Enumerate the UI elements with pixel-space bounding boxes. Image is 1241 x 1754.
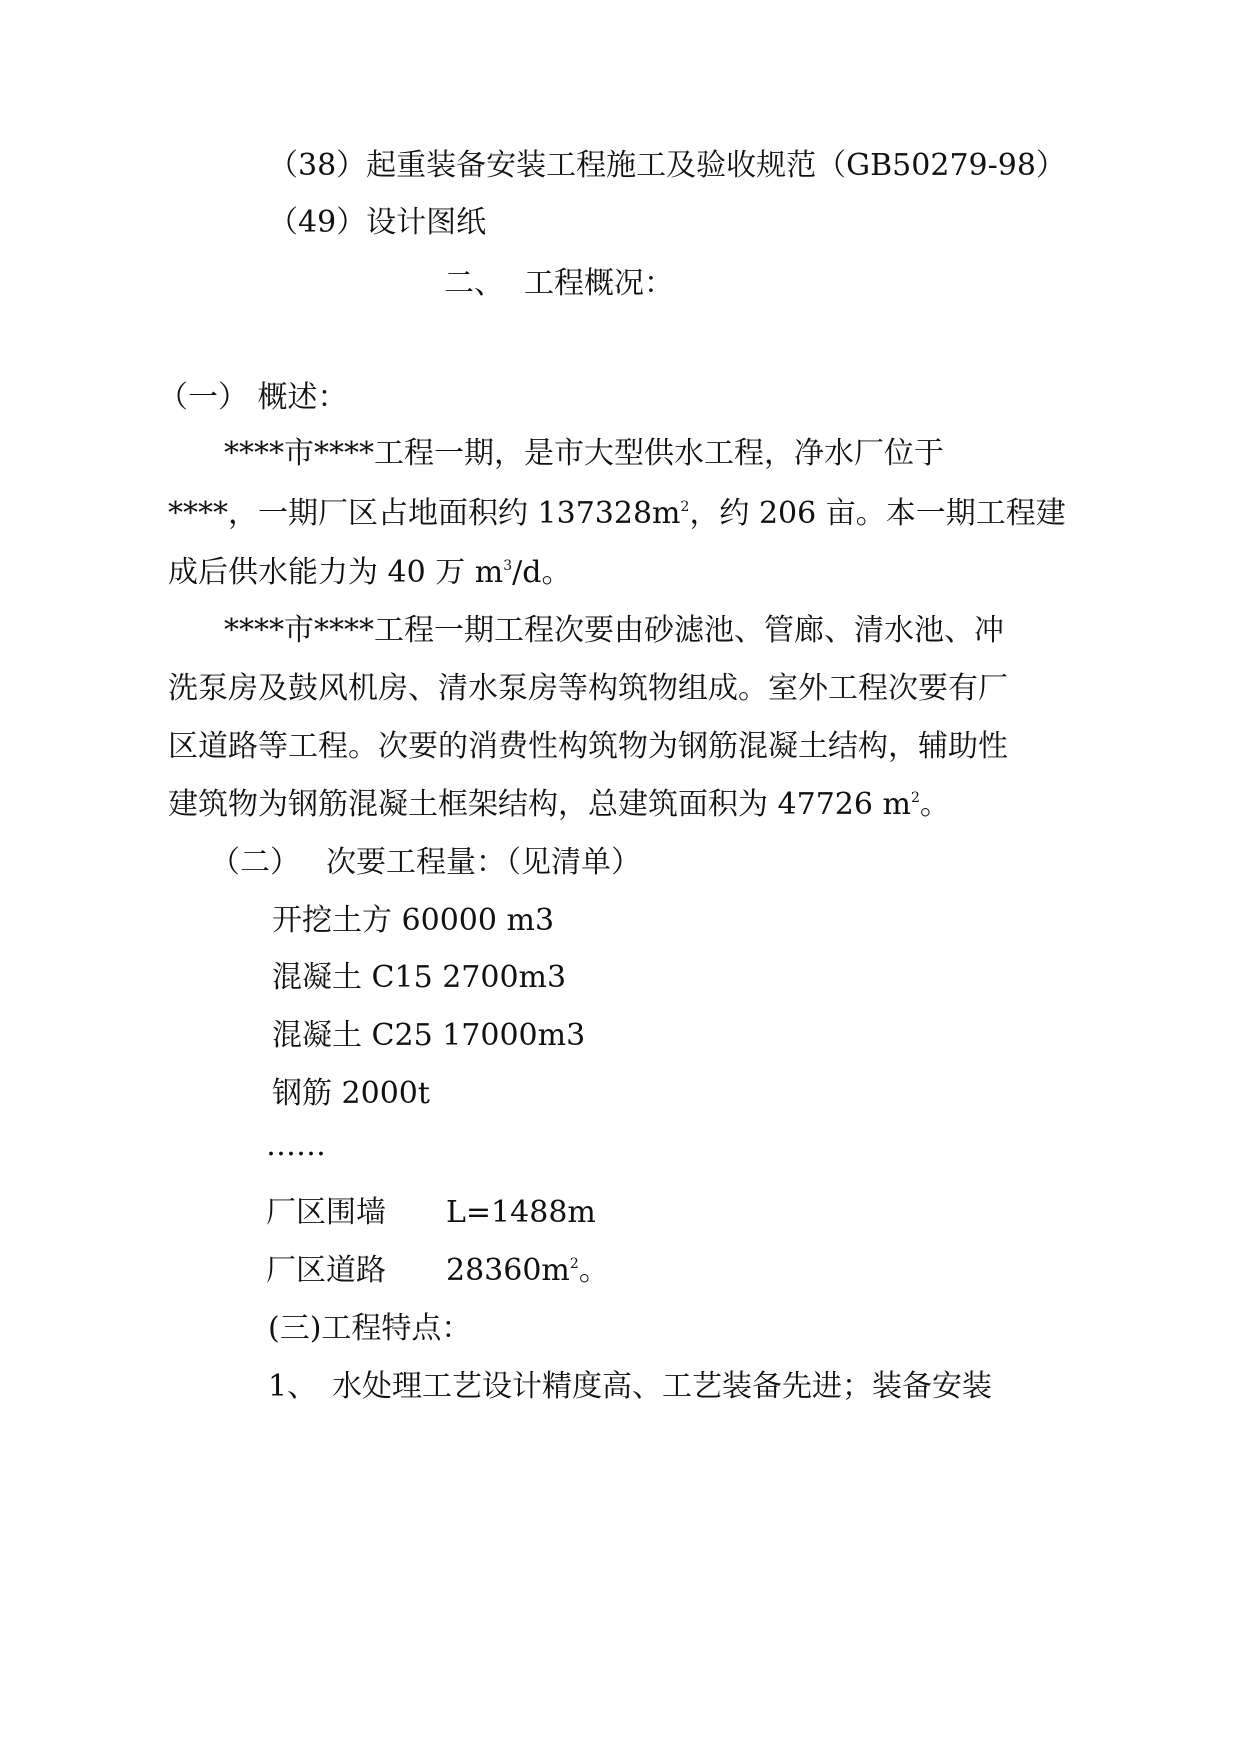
quantity-road-value — [446, 1251, 609, 1291]
line-text: ****市****工程一期，是市大型供水工程，净水厂位于 — [224, 436, 944, 471]
superscript: 2 — [569, 1256, 579, 1272]
line-text: 28360m — [446, 1253, 570, 1288]
overview-paragraph-1-line-2 — [168, 494, 1066, 534]
line-text: 。 — [578, 1253, 609, 1288]
overview-paragraph-1-line-1 — [224, 434, 944, 474]
quantity-item-concrete-c25: 混凝土 C25 17000m3 — [272, 1018, 586, 1053]
quantity-item-earthwork: 开挖土方 60000 m3 — [272, 903, 555, 938]
quantity-ellipsis: …… — [266, 1128, 326, 1163]
line-text: ，约 206 亩。本一期工程建 — [689, 496, 1066, 531]
overview-heading: （一） 概述： — [158, 380, 348, 415]
overview-paragraph-1-line-3 — [168, 553, 571, 593]
section-title: 工程概况： — [524, 266, 674, 301]
quantity-item-concrete-c15: 混凝土 C15 2700m3 — [272, 960, 567, 995]
quantity-item-rebar: 钢筋 2000t — [272, 1076, 430, 1111]
overview-paragraph-2-line-1: ****市****工程一期工程次要由砂滤池、管廊、清水池、冲 — [224, 613, 1004, 648]
superscript: 3 — [503, 558, 513, 574]
line-text: 成后供水能力为 40 万 m — [168, 555, 504, 590]
overview-paragraph-2-line-4 — [168, 785, 950, 825]
line-text: /d。 — [512, 555, 572, 590]
line-text: 建筑物为钢筋混凝土框架结构，总建筑面积为 47726 m — [168, 787, 911, 822]
reference-item-38: （38）起重装备安装工程施工及验收规范（GB50279-98） — [268, 148, 1066, 183]
feature-item-1-number: 1、 — [268, 1369, 318, 1404]
features-heading: (三)工程特点： — [268, 1311, 472, 1346]
line-text: ****，一期厂区占地面积约 137328m — [168, 496, 681, 531]
quantity-wall-label: 厂区围墙 — [266, 1195, 386, 1230]
superscript: 2 — [910, 790, 920, 806]
quantities-heading-number: （二） — [210, 845, 300, 880]
quantities-heading: 次要工程量：（见清单） — [326, 845, 641, 880]
overview-paragraph-2-line-3: 区道路等工程。次要的消费性构筑物为钢筋混凝土结构，辅助性 — [168, 729, 1008, 764]
superscript: 2 — [680, 499, 690, 515]
quantity-wall-value: L=1488m — [446, 1195, 596, 1230]
reference-item-49: （49）设计图纸 — [268, 205, 487, 240]
section-number: 二、 — [444, 266, 504, 301]
feature-item-1-text: 水处理工艺设计精度高、工艺装备先进；装备安装 — [332, 1369, 992, 1404]
line-text: 。 — [919, 787, 950, 822]
overview-paragraph-2-line-2: 洗泵房及鼓风机房、清水泵房等构筑物组成。室外工程次要有厂 — [168, 671, 1008, 706]
quantity-road-label: 厂区道路 — [266, 1253, 386, 1288]
